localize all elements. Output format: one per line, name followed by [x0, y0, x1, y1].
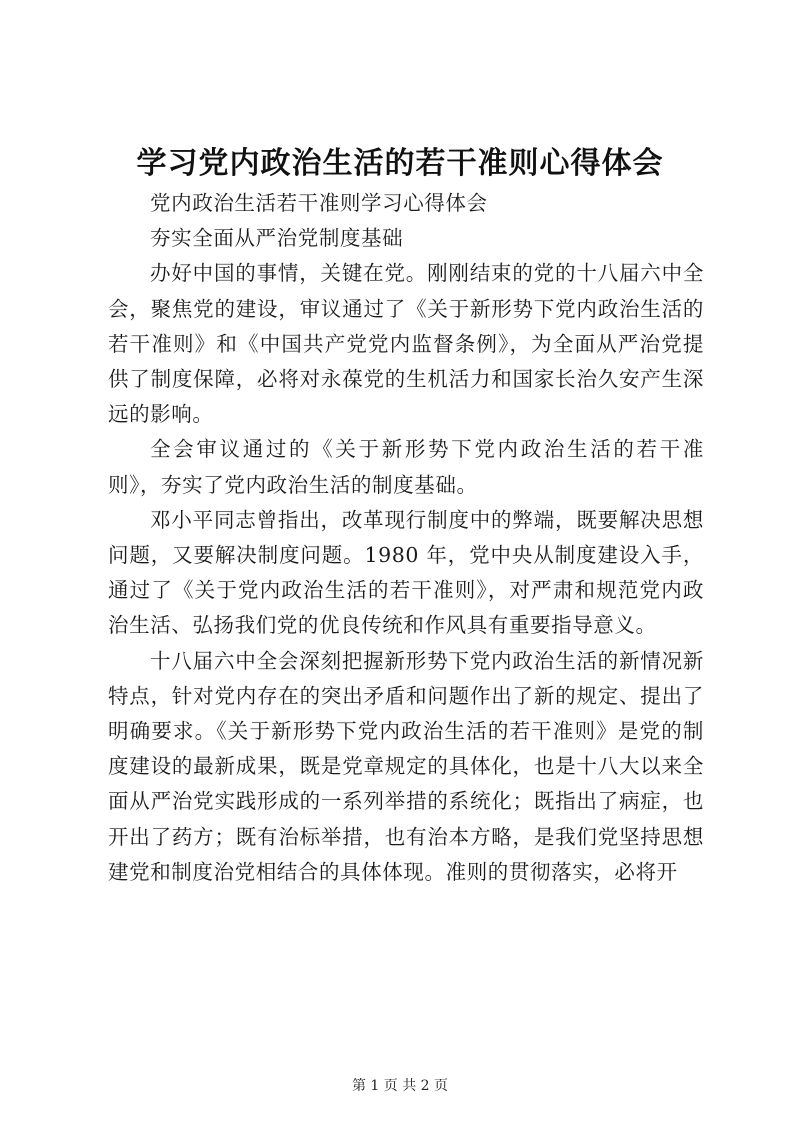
- body-paragraph: 办好中国的事情，关键在党。刚刚结束的党的十八届六中全会，聚焦党的建设，审议通过了《关于新形势下党内政治生活的若干准则》和《中国共产党党内监督条例》，为全面从严治党提供了制度保障，必将对永葆党的生机活力和国家长治久安产生深远的影响。: [108, 261, 704, 427]
- body-paragraph: 全会审议通过的《关于新形势下党内政治生活的若干准则》，夯实了党内政治生活的制度基础。: [108, 437, 704, 497]
- document-body: [108, 186, 704, 890]
- document-title: 学习党内政治生活的若干准则心得体会: [136, 146, 664, 181]
- body-paragraph: 十八届六中全会深刻把握新形势下党内政治生活的新情况新特点，针对党内存在的突出矛盾和问题作出了新的规定、提出了明确要求。《关于新形势下党内政治生活的若干准则》是党的制度建设的最新成果，既是党章规定的具体化，也是十八大以来全面从严治党实践形成的一系列举措的系统化；既指出了病症，也开出了药方；既有治标举措，也有治本方略，是我们党坚持思想建党和制度治党相结合的具体体现。准则的贯彻落实，必将开: [108, 648, 704, 884]
- heading-paragraph: 夯实全面从严治党制度基础: [150, 226, 404, 251]
- page-footer: 第 1 页 共 2 页: [351, 1078, 449, 1094]
- subtitle-paragraph: 党内政治生活若干准则学习心得体会: [150, 191, 488, 215]
- body-paragraph: 邓小平同志曾指出，改革现行制度中的弊端，既要解决思想问题，又要解决制度问题。1980 年，党中央从制度建设入手，通过了《关于党内政治生活的若干准则》，对严肃和规范党内政治生活、弘扬我们党的优良传统和作风具有重要指导意义。: [108, 507, 704, 638]
